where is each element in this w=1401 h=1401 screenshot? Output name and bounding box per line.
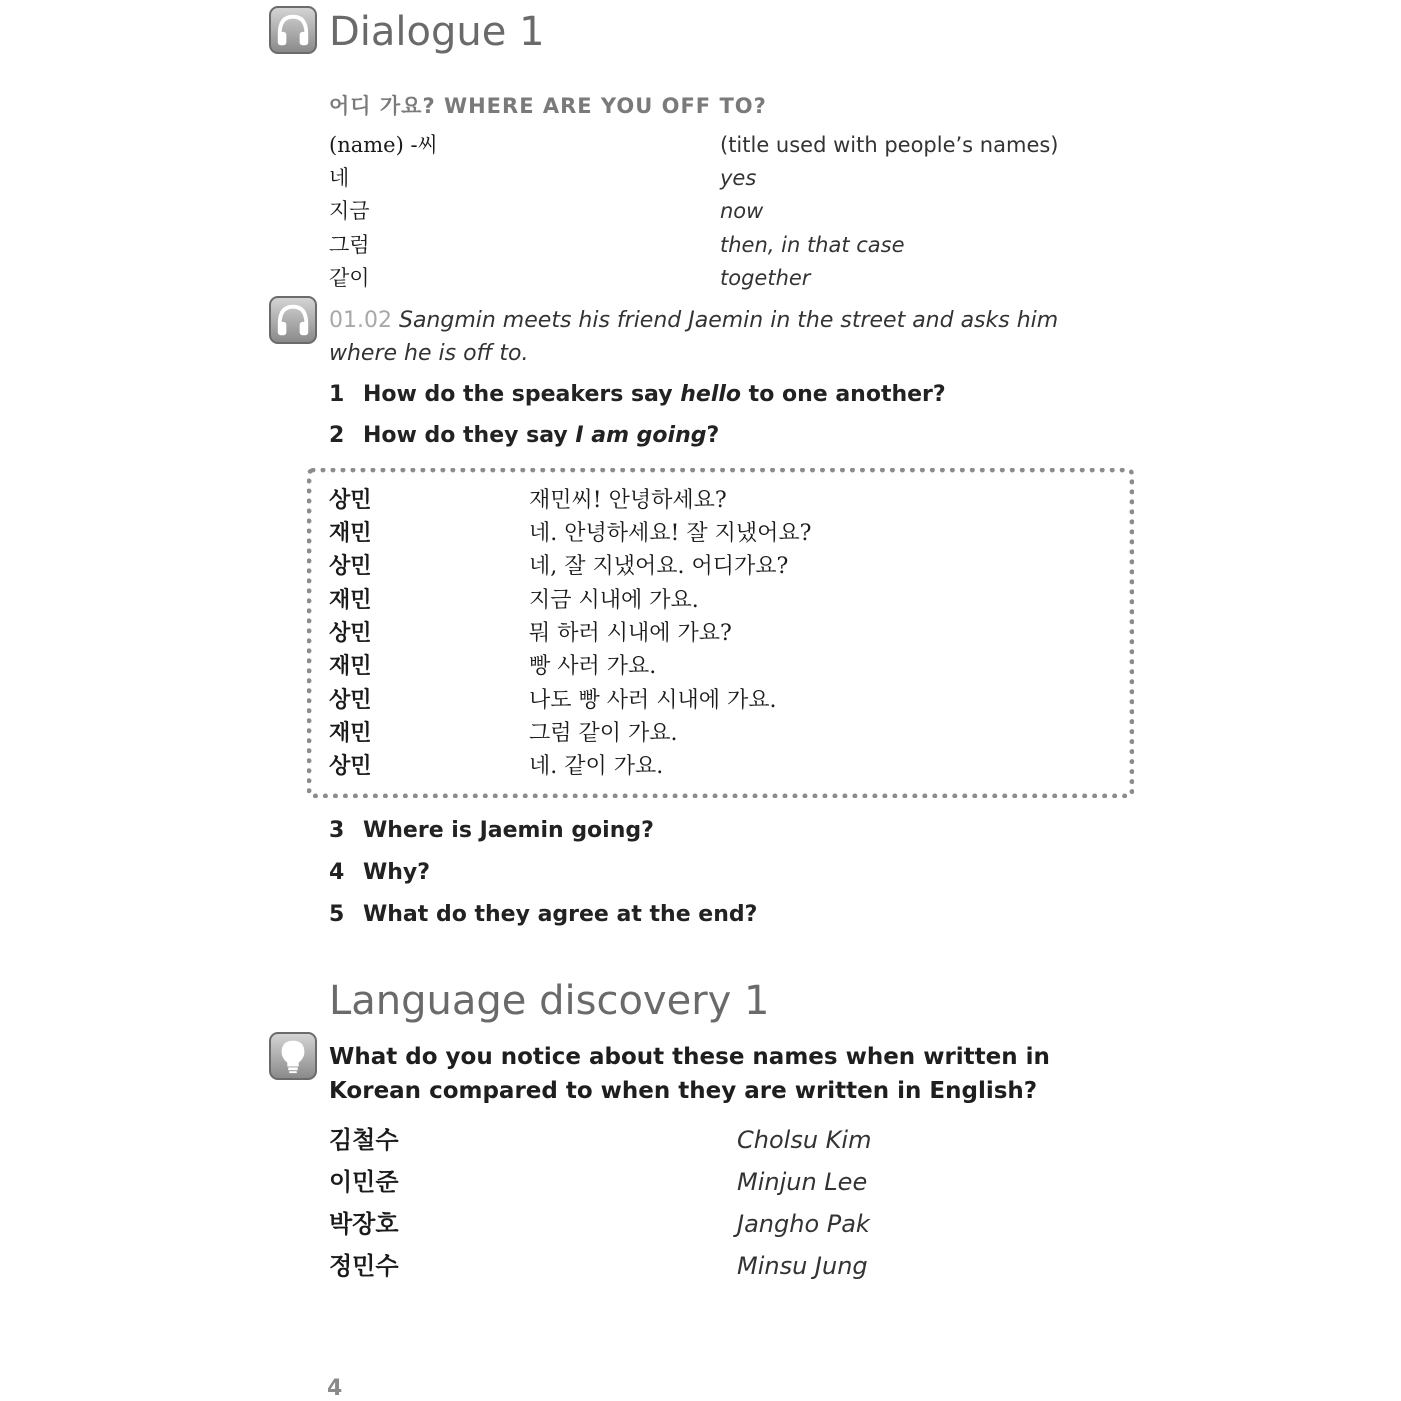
question-number: 3 (329, 818, 345, 843)
question-number: 2 (329, 423, 345, 448)
question-item (329, 816, 654, 846)
speaker: 상민 (329, 553, 372, 579)
question-item (329, 421, 719, 451)
track-number: 01.02 (329, 308, 392, 333)
line-text: 뭐 하러 시내에 가요? (529, 621, 732, 646)
speaker: 상민 (329, 753, 372, 779)
question-text: ? (706, 423, 720, 448)
name-row (329, 1245, 1129, 1287)
vocab-row (329, 262, 1129, 295)
question-text: How do they say (363, 423, 576, 448)
question-item (329, 900, 757, 930)
discovery-heading: Language discovery 1 (329, 978, 770, 1024)
speaker: 재민 (329, 720, 372, 746)
line-text: 빵 사러 가요. (529, 654, 657, 679)
line-text: 재민씨! 안녕하세요? (529, 488, 727, 513)
line-text: 지금 시내에 가요. (529, 588, 699, 613)
vocab-english: together (720, 266, 811, 290)
speaker: 상민 (329, 487, 372, 513)
line-text: 나도 빵 사러 시내에 가요. (529, 688, 777, 713)
line-text: 네, 잘 지냈어요. 어디가요? (529, 554, 789, 579)
question-text: Where is Jaemin going? (363, 818, 654, 843)
intro-text: Sangmin meets his friend Jaemin in the street and asks him where he is off to. (329, 308, 1059, 366)
vocab-english: yes (720, 166, 757, 190)
question-number: 5 (329, 902, 345, 927)
name-english: Minjun Lee (737, 1168, 868, 1196)
vocab-english: now (720, 199, 764, 223)
lightbulb-icon (269, 1032, 317, 1080)
question-number: 4 (329, 860, 345, 885)
speaker: 상민 (329, 620, 372, 646)
vocab-row (329, 229, 1129, 262)
vocab-korean: 지금 (329, 199, 370, 223)
name-english: Cholsu Kim (737, 1126, 872, 1154)
name-korean: 박장호 (329, 1209, 399, 1238)
question-emphasis: I am going (575, 423, 707, 448)
question-text: What do they agree at the end? (363, 902, 758, 927)
line-text: 네. 같이 가요. (529, 754, 664, 779)
name-english: Jangho Pak (737, 1210, 870, 1238)
question-text: Why? (363, 860, 431, 885)
discovery-question: What do you notice about these names when written in Korean compared to when they are written in English? (329, 1044, 1050, 1104)
speaker: 재민 (329, 653, 372, 679)
vocab-korean: (name) -씨 (329, 133, 438, 157)
headphones-icon (269, 6, 317, 54)
question-number: 1 (329, 382, 345, 407)
vocab-korean: 네 (329, 166, 350, 190)
vocab-row (329, 162, 1129, 195)
name-korean: 정민수 (329, 1251, 399, 1280)
vocab-title: 어디 가요? WHERE ARE YOU OFF TO? (329, 94, 767, 118)
vocab-korean: 같이 (329, 266, 370, 290)
name-korean: 이민준 (329, 1167, 399, 1196)
name-row (329, 1161, 1129, 1203)
vocab-english: (title used with people’s names) (720, 133, 1059, 157)
question-item (329, 380, 946, 410)
vocab-row (329, 195, 1129, 228)
vocab-row (329, 129, 1129, 162)
speaker: 재민 (329, 587, 372, 613)
speaker: 상민 (329, 687, 372, 713)
name-korean: 김철수 (329, 1125, 399, 1154)
audio-intro (329, 304, 1129, 370)
question-emphasis: hello (680, 382, 742, 407)
vocab-korean: 그럼 (329, 233, 370, 257)
name-row (329, 1119, 1129, 1161)
question-text: to one another? (741, 382, 946, 407)
line-text: 그럼 같이 가요. (529, 721, 678, 746)
name-english: Minsu Jung (737, 1252, 868, 1280)
headphones-icon (269, 296, 317, 344)
name-row (329, 1203, 1129, 1245)
question-text: How do the speakers say (363, 382, 681, 407)
dialogue-heading: Dialogue 1 (329, 9, 545, 55)
speaker: 재민 (329, 520, 372, 546)
line-text: 네. 안녕하세요! 잘 지냈어요? (529, 521, 812, 546)
page-number: 4 (327, 1376, 343, 1401)
question-item (329, 858, 430, 888)
vocab-english: then, in that case (720, 233, 905, 257)
